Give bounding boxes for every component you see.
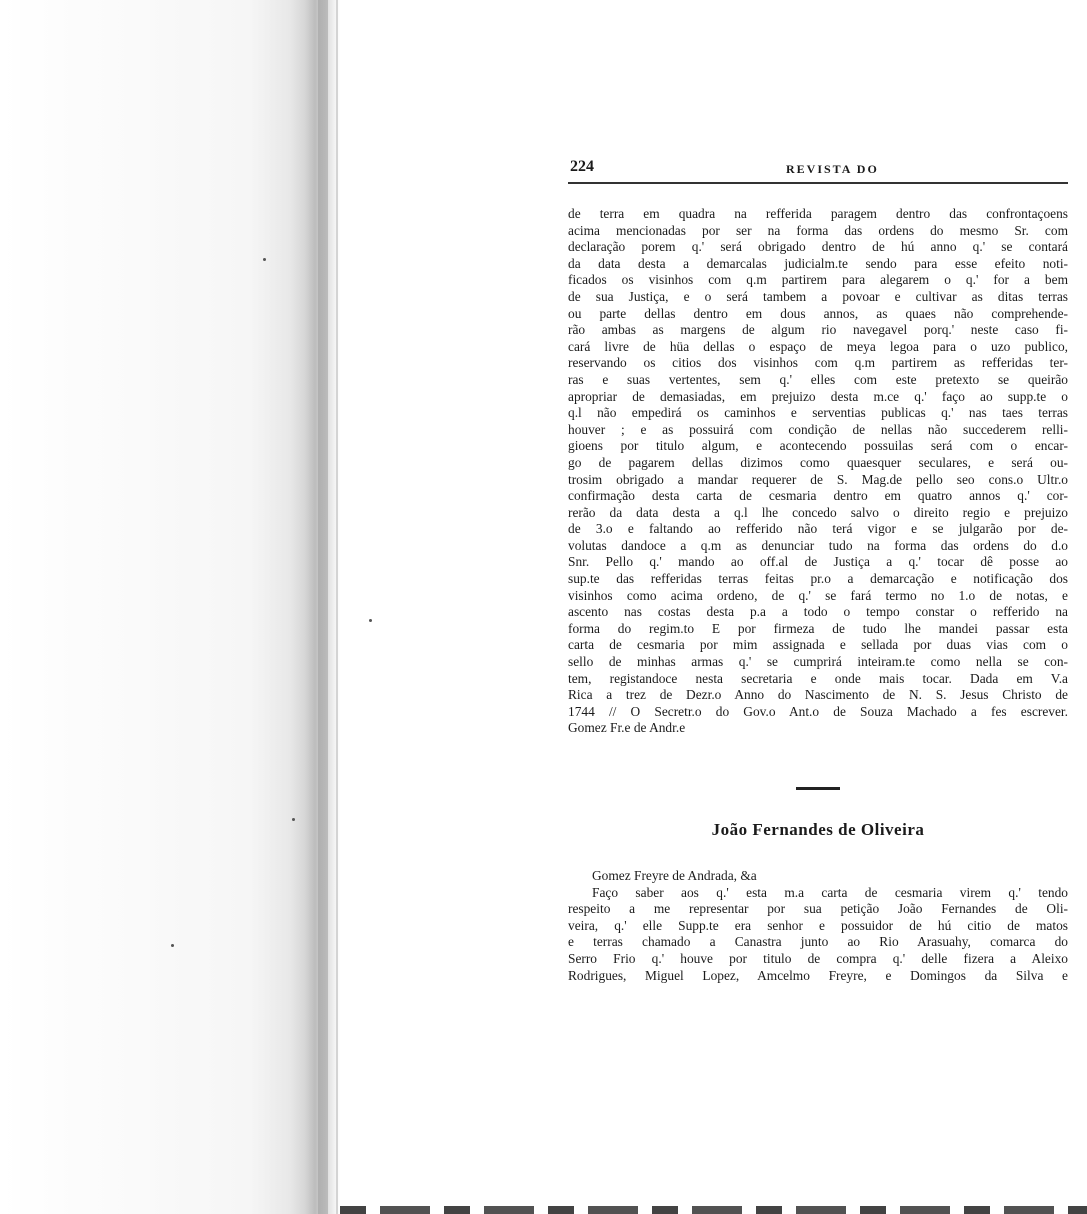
text-line: Serro Frio q.' houve por titulo de compra q.' delle fizera a Aleixo (568, 950, 1068, 966)
scan-speck (263, 258, 266, 261)
text-line: ou parte dellas dentro em dous annos, as quaes não comprehende- (568, 305, 1068, 321)
text-line: sello de minhas armas q.' se cumprirá inteiram.te como nella se con- (568, 654, 1068, 670)
text-line: respeito a me representar por sua petição João Fernandes de Oli- (568, 901, 1068, 917)
text-line: Snr. Pello q.' mando ao off.al de Justiça a q.' tocar dê posse ao (568, 554, 1068, 570)
book-spine-shadow (318, 0, 328, 1214)
text-line: tem, registandoce nesta secretaria e onde mais tocar. Dada em V.a (568, 670, 1068, 686)
running-head: REVISTA DO (786, 162, 879, 176)
text-line: volutas dandoce a q.m as denunciar tudo na forma das ordens do d.o (568, 537, 1068, 553)
text-line: gioens por titulo algum, e acontecendo possuilas será com o encar- (568, 438, 1068, 454)
text-line: de sua Justiça, e o será tambem a povoar e cultivar as ditas terras (568, 288, 1068, 304)
text-line: 1744 // O Secretr.o do Gov.o Ant.o de Souza Machado a fes escrever. (568, 703, 1068, 719)
text-line: confirmação desta carta de cesmaria dentro em quatro annos q.' cor- (568, 488, 1068, 504)
text-line: apropriar de demasiadas, em prejuizo desta m.ce q.' faço ao supp.te o (568, 388, 1068, 404)
text-line: carta de cesmaria por mim assignada e sellada por duas vias com o (568, 637, 1068, 653)
text-line: trosim obrigado a mandar requerer de S. Mag.de pello seo cons.o Ultr.o (568, 471, 1068, 487)
text-line: de 3.o e faltando ao refferido não terá vigor e se julgarão por de- (568, 521, 1068, 537)
text-line: go de pagarem dellas dizimos como quaesquer seculares, e será ou- (568, 454, 1068, 470)
text-line: Faço saber aos q.' esta m.a carta de cesmaria virem q.' tendo (592, 884, 1068, 900)
text-line: de terra em quadra na refferida paragem dentro das confrontaçoens (568, 206, 1068, 221)
text-line: ascento nas costas desta p.a a todo o tempo constar o refferido na (568, 604, 1068, 620)
salutation: Gomez Freyre de Andrada, &a (592, 868, 757, 883)
text-line: reservando os citios dos visinhos com q.m partirem as refferidas ter- (568, 355, 1068, 371)
text-line: da data desta a demarcalas judicialm.te sendo para esse efeito noti- (568, 255, 1068, 271)
text-line: rão ambas as margens de algum rio navegavel porq.' neste caso fi- (568, 322, 1068, 338)
text-line: ficados os visinhos com q.m partirem para alegarem o q.' for a bem (568, 272, 1068, 288)
text-line: sup.te das refferidas terras feitas pr.o a demarcação e notificação dos (568, 571, 1068, 587)
page-header (568, 158, 1068, 184)
scan-speck (292, 818, 295, 821)
text-line: rerão da data desta a q.l lhe concedo salvo o direito regio e prejuizo (568, 504, 1068, 520)
text-line: visinhos como acima ordeno, de q.' se fará termo no 1.o de notas, e (568, 587, 1068, 603)
text-line: cará livre de hüa dellas o espaço de meya legoa para o uzo publico, (568, 338, 1068, 354)
text-line: declaração porem q.' será obrigado dentro de hú anno q.' se contará (568, 239, 1068, 255)
text-line: veira, q.' elle Supp.te era senhor e possuidor de hú citio de matos (568, 917, 1068, 933)
text-line: Rica a trez de Dezr.o Anno do Nascimento de N. S. Jesus Christo de (568, 687, 1068, 703)
text-line: ras e suas vertentes, sem q.' elles com este pretexto se queirão (568, 371, 1068, 387)
book-page (568, 158, 1068, 984)
scan-speck (369, 619, 372, 622)
text-line: forma do regim.to E por firmeza de tudo lhe mandei passar esta (568, 620, 1068, 636)
text-line: Gomez Fr.e de Andr.e (568, 720, 686, 736)
section-divider (796, 787, 840, 790)
text-line: e terras chamado a Canastra junto ao Rio Arasuahy, comarca do (568, 934, 1068, 950)
text-line: houver ; e as possuirá com condição de nellas não succederem relli- (568, 421, 1068, 437)
text-line: Rodrigues, Miguel Lopez, Amcelmo Freyre, e Domingos da Silva e (568, 967, 1068, 983)
book-spine-edge (336, 0, 338, 1214)
text-line: acima mencionadas por ser na forma das ordens do mesmo Sr. com (568, 222, 1068, 238)
text-line: q.l não empedirá os caminhos e serventias publicas q.' nas taes terras (568, 405, 1068, 421)
section-body (568, 868, 1068, 984)
scan-bottom-edge (340, 1206, 1087, 1214)
body-text (568, 206, 1068, 737)
page-number: 224 (570, 158, 594, 175)
binding-gutter (0, 0, 340, 1214)
section-title: João Fernandes de Oliveira (711, 820, 925, 839)
scan-speck (171, 944, 174, 947)
